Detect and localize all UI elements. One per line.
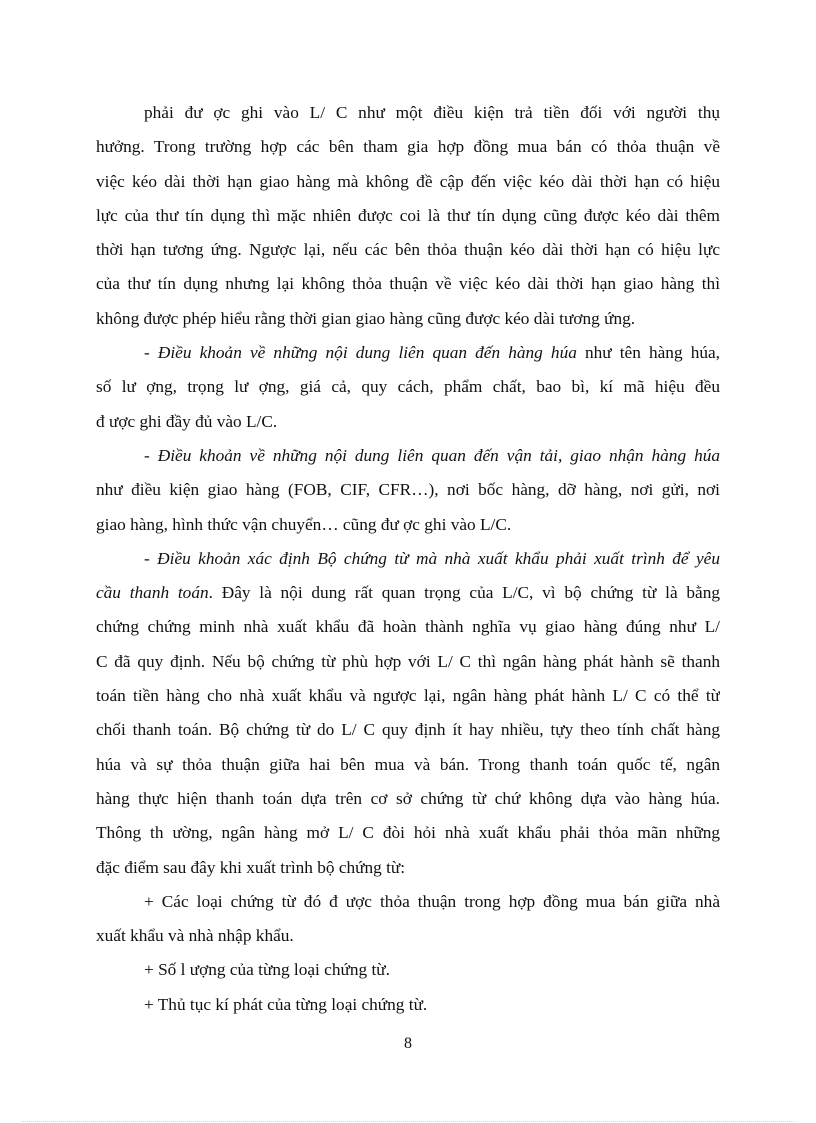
text-line xyxy=(96,542,720,576)
text-line: + Các loại chứng từ đó đ ược thỏa thuận trong hợp đồng mua bán giữa nhà xyxy=(144,891,720,911)
page-number: 8 xyxy=(404,1035,412,1052)
text-line: C đã quy định. Nếu bộ chứng từ phù hợp với L/ C thì ngân hàng phát hành sẽ thanh xyxy=(96,651,720,671)
text-line: phải đư ợc ghi vào L/ C như một điều kiện trả tiền đối với người thụ xyxy=(144,103,720,122)
italic-heading: - Điều khoản về những nội dung liên quan đến hàng húa xyxy=(144,343,577,363)
italic-heading: - Điều khoản về những nội dung liên quan đến vận tải, giao nhận hàng húa xyxy=(144,445,720,465)
text-line: như điều kiện giao hàng (FOB, CIF, CFR…), nơi bốc hàng, dỡ hàng, nơi gửi, nơi xyxy=(96,480,720,500)
text-line: + Thủ tục kí phát của từng loại chứng từ. xyxy=(144,994,428,1014)
footer-divider xyxy=(22,1121,794,1122)
text-line: việc kéo dài thời hạn giao hàng mà không đề cập đến việc kéo dài thời hạn có hiệu xyxy=(96,171,720,191)
text-line: húa và sự thỏa thuận giữa hai bên mua và bán. Trong thanh toán quốc tế, ngân xyxy=(96,754,720,774)
text-line: - Điều khoản về những nội dung liên quan đến hàng húa như tên hàng húa, xyxy=(144,343,720,363)
body-text xyxy=(96,96,720,1022)
text-line: của thư tín dụng nhưng lại không thỏa thuận về việc kéo dài thời hạn giao hàng thì xyxy=(96,274,720,294)
text-line: đ ược ghi đầy đủ vào L/C. xyxy=(96,411,278,431)
italic-heading: - Điều khoản xác định Bộ chứng từ mà nhà xuất khẩu phải xuất trình để yêu xyxy=(144,548,720,568)
text-line: đặc điểm sau đây khi xuất trình bộ chứng từ: xyxy=(96,857,406,877)
text-line: lực của thư tín dụng thì mặc nhiên được coi là thư tín dụng cũng được kéo dài thêm xyxy=(96,205,720,225)
text-line: hưởng. Trong trường hợp các bên tham gia hợp đồng mua bán có thỏa thuận về xyxy=(96,137,720,157)
text-line: toán tiền hàng cho nhà xuất khẩu và ngược lại, ngân hàng phát hành L/ C có thể từ xyxy=(96,686,720,706)
text-line: + Số l ượng của từng loại chứng từ. xyxy=(144,960,390,980)
text-line: thời hạn tương ứng. Ngược lại, nếu các bên thỏa thuận kéo dài thời hạn có hiệu lực xyxy=(96,240,720,260)
text-line xyxy=(96,439,720,473)
italic-heading: cầu thanh toán xyxy=(96,583,209,603)
text-line: không được phép hiểu rằng thời gian giao hàng cũng được kéo dài tương ứng. xyxy=(96,308,636,328)
text-line: chối thanh toán. Bộ chứng từ do L/ C quy định ít hay nhiều, tựy theo tính chất hàng xyxy=(96,720,720,740)
text-line: Thông th ường, ngân hàng mở L/ C đòi hỏi nhà xuất khẩu phải thỏa mãn những xyxy=(96,823,720,843)
text-line: giao hàng, hình thức vận chuyển… cũng đư ợc ghi vào L/C. xyxy=(96,514,512,534)
text-line: xuất khẩu và nhà nhập khẩu. xyxy=(96,926,294,946)
text-line: cầu thanh toán. Đây là nội dung rất quan trọng của L/C, vì bộ chứng từ là bằng xyxy=(96,583,720,603)
text-line: chứng chứng minh nhà xuất khẩu đã hoàn thành nghĩa vụ giao hàng đúng như L/ xyxy=(96,617,720,637)
text-line: số lư ợng, trọng lư ợng, giá cả, quy cách, phẩm chất, bao bì, kí mã hiệu đều xyxy=(96,377,720,397)
text-line: hàng thực hiện thanh toán dựa trên cơ sở chứng từ chứ không dựa vào hàng húa. xyxy=(96,788,720,808)
